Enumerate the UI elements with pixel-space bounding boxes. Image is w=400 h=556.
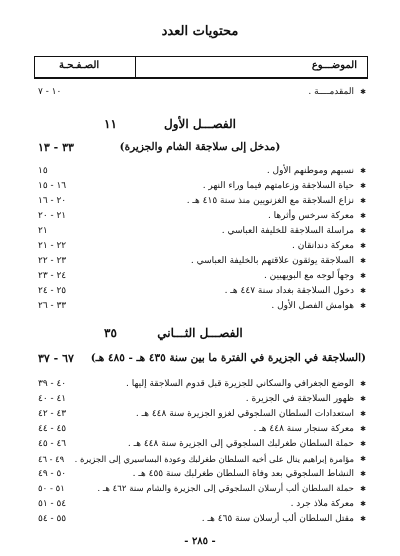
toc-entry-pages: ٢١ - ٢٠ <box>38 211 67 221</box>
toc-entry-text: السلاجقة يوثقون علاقتهم بالخليفة العباسي . <box>190 256 354 266</box>
toc-row-intro <box>34 86 366 99</box>
toc-row <box>34 240 366 253</box>
toc-entry-pages: ٤٠ - ٣٩ <box>38 379 67 389</box>
toc-row <box>34 195 366 208</box>
section-pages: ٣٣ - ١٣ <box>38 141 74 154</box>
toc-row <box>34 408 366 421</box>
chapter-page: ٣٥ <box>104 326 117 340</box>
header-subject: الموضـــوع <box>311 60 357 71</box>
toc-row <box>34 165 366 178</box>
chapter-heading-1 <box>34 117 366 135</box>
toc-entry-pages: ٣٣ - ٢٦ <box>38 301 67 311</box>
star-bullet-icon: ✱ <box>360 182 366 190</box>
toc-entry-pages: ١٠ - ٧ <box>38 87 62 97</box>
toc-entry-text: نسبهم وموطنهم الأول . <box>266 166 354 176</box>
star-bullet-icon: ✱ <box>360 167 366 175</box>
star-bullet-icon: ✱ <box>360 302 366 310</box>
toc-row <box>34 285 366 298</box>
section-title: (السلاجقة في الجزيرة في الفترة ما بين سنة ٤٣٥ هـ - ٤٨٥ هـ) <box>90 352 366 364</box>
toc-entry-pages: ٤٦ - ٤٥ <box>38 439 67 449</box>
toc-entry-pages: ٢٤ - ٢٣ <box>38 271 67 281</box>
toc-entry-pages: ٥١ - ٥٠ <box>38 484 65 494</box>
toc-row <box>34 210 366 223</box>
chapter-title: الفصـــل الأول <box>164 117 236 131</box>
toc-row <box>34 468 366 481</box>
star-bullet-icon: ✱ <box>360 197 366 205</box>
toc-row <box>34 270 366 283</box>
toc-entry-text: النشاط السلجوقي بعد وفاة السلطان طغرلبك سنة ٤٥٥ هـ . <box>132 469 354 479</box>
toc-entry-pages: ٢٠ - ١٦ <box>38 196 67 206</box>
toc-entry-text: دخول السلاجقة بغداد سنة ٤٤٧ هـ . <box>224 286 354 296</box>
toc-entry-text: معركة سنجار سنة ٤٤٨ هـ . <box>253 424 354 434</box>
toc-row <box>34 498 366 511</box>
section-heading-2 <box>34 352 366 368</box>
star-bullet-icon: ✱ <box>360 380 366 388</box>
toc-entry-text: معركة ملاذ جرد . <box>290 499 354 509</box>
star-bullet-icon: ✱ <box>360 272 366 280</box>
toc-entry-text: حياة السلاجقة وزعامتهم فيما وراء النهر . <box>202 181 354 191</box>
star-bullet-icon: ✱ <box>360 515 366 523</box>
star-bullet-icon: ✱ <box>360 257 366 265</box>
toc-row <box>34 255 366 268</box>
toc-entry-text: مراسلة السلاجقة للخليفة العباسي . <box>221 226 354 236</box>
toc-entry-text: الوضع الجغرافي والسكاني للجزيرة قبل قدوم السلاجقة إليها . <box>126 379 354 389</box>
toc-entry-text: مؤامرة إبراهيم ينال على أخيه السلطان طغرلبك وعودة البساسيري إلى الجزيرة . <box>74 454 354 464</box>
toc-row <box>34 300 366 313</box>
toc-entry-text: معركة سرخس وأثرها . <box>267 211 354 221</box>
toc-entry-pages: ١٦ - ١٥ <box>38 181 67 191</box>
star-bullet-icon: ✱ <box>360 410 366 418</box>
star-bullet-icon: ✱ <box>360 88 366 96</box>
toc-row <box>34 453 366 466</box>
section-title: (مدخل إلى سلاجقة الشام والجزيرة) <box>119 141 281 153</box>
toc-entry-text: مقتل السلطان ألب أرسلان سنة ٤٦٥ هـ . <box>201 514 354 524</box>
page-title: محتويات العدد <box>161 24 239 39</box>
toc-entry-text: وجهاً لوجه مع البويهيين . <box>263 271 354 281</box>
toc-header <box>34 56 368 79</box>
star-bullet-icon: ✱ <box>360 212 366 220</box>
toc-entry-pages: ١٥ <box>38 166 48 176</box>
toc-entry-text: نزاع السلاجقة مع الغزنويين منذ سنة ٤١٥ هـ . <box>186 196 354 206</box>
chapter-title: الفصـــل الثـــاني <box>157 326 243 340</box>
toc-entry-text: حملة السلطان طغرلبك السلجوقي إلى الجزيرة سنة ٤٤٨ هـ . <box>127 439 354 449</box>
toc-row <box>34 180 366 193</box>
toc-entry-pages: ٢٣ - ٢٢ <box>38 256 67 266</box>
toc-row <box>34 378 366 391</box>
toc-entry-pages: ٢٥ - ٢٤ <box>38 286 67 296</box>
toc-entry-pages: ٥٠ - ٤٩ <box>38 469 67 479</box>
star-bullet-icon: ✱ <box>360 287 366 295</box>
chapter-page: ١١ <box>104 117 117 131</box>
star-bullet-icon: ✱ <box>360 395 366 403</box>
toc-entry-pages: ٢٢ - ٢١ <box>38 241 67 251</box>
star-bullet-icon: ✱ <box>360 470 366 478</box>
toc-entry-pages: ٤١ - ٤٠ <box>38 394 67 404</box>
star-bullet-icon: ✱ <box>360 425 366 433</box>
toc-entry-text: ظهور السلاجقة في الجزيرة . <box>245 394 354 404</box>
toc-entry-pages: ٥٤ - ٥١ <box>38 499 67 509</box>
star-bullet-icon: ✱ <box>360 455 366 463</box>
toc-entry-text: معركة دندانقان . <box>292 241 354 251</box>
section-heading-1 <box>34 141 366 157</box>
chapter-heading-2 <box>34 326 366 344</box>
page-number: - ٢٨٥ - <box>184 536 216 547</box>
toc-row <box>34 423 366 436</box>
star-bullet-icon: ✱ <box>360 242 366 250</box>
header-page: الصـفـحـة <box>59 60 100 71</box>
toc-row <box>34 483 366 496</box>
section-pages: ٦٧ - ٣٧ <box>38 352 74 365</box>
toc-entry-text: المقدمــــة . <box>308 87 354 97</box>
toc-row <box>34 225 366 238</box>
star-bullet-icon: ✱ <box>360 440 366 448</box>
toc-entry-pages: ٢١ <box>38 226 48 236</box>
toc-entry-text: استعدادات السلطان السلجوقي لغزو الجزيرة سنة ٤٤٨ هـ . <box>135 409 354 419</box>
toc-entry-pages: ٤٥ - ٤٤ <box>38 424 67 434</box>
toc-row <box>34 393 366 406</box>
toc-row <box>34 438 366 451</box>
star-bullet-icon: ✱ <box>360 500 366 508</box>
star-bullet-icon: ✱ <box>360 485 366 493</box>
toc-row <box>34 513 366 526</box>
header-divider <box>135 57 136 77</box>
toc-entry-text: حملة السلطان ألب أرسلان السلجوقي إلى الجزيرة والشام سنة ٤٦٢ هـ . <box>97 484 354 494</box>
toc-entry-pages: ٥٥ - ٥٤ <box>38 514 67 524</box>
toc-entry-text: هوامش الفصل الأول . <box>271 301 354 311</box>
toc-entry-pages: ٤٩ - ٤٦ <box>38 454 65 464</box>
star-bullet-icon: ✱ <box>360 227 366 235</box>
toc-entry-pages: ٤٣ - ٤٢ <box>38 409 67 419</box>
